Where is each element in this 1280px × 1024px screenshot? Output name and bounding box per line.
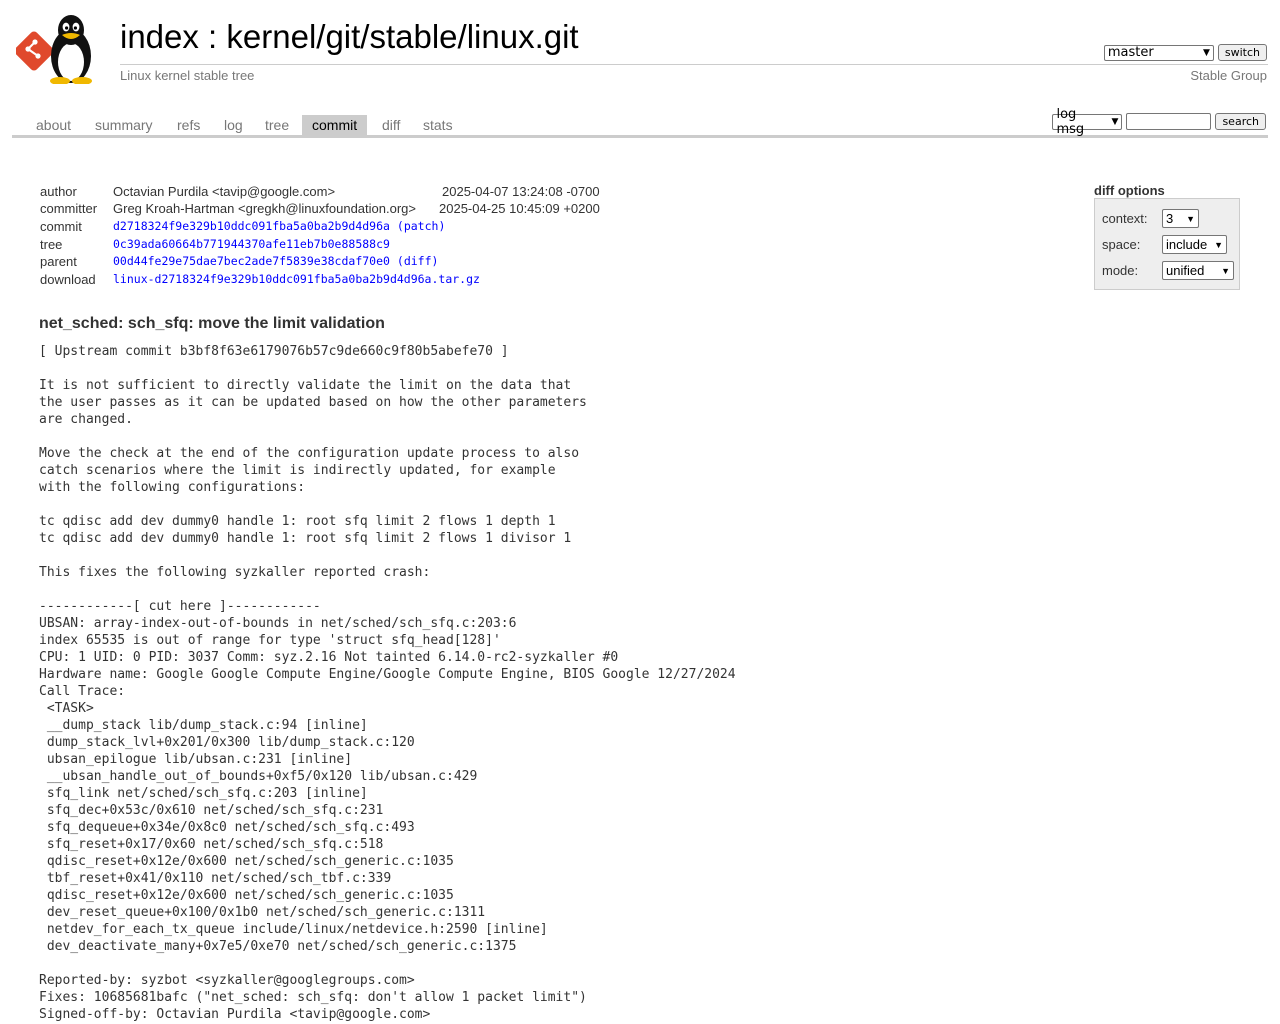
mode-select-value: unified	[1166, 263, 1205, 278]
space-label: space:	[1102, 237, 1141, 252]
tab-commit[interactable]: commit	[302, 115, 367, 135]
context-select[interactable]	[1162, 209, 1199, 228]
chevron-down-icon: ▼	[1111, 116, 1119, 127]
mode-select[interactable]	[1162, 261, 1234, 280]
branch-switch-form	[1104, 44, 1267, 61]
tab-about[interactable]: about	[36, 117, 72, 133]
tree-hash-link[interactable]: 0c39ada60664b771944370afe11eb7b0e88588c9	[113, 237, 390, 251]
commit-message-body: [ Upstream commit b3bf8f63e6179076b57c9de660c9f80b5abefe70 ] It is not sufficient to directly validate the limit on the data that the user passes as it can be updated based on how the other parameters are changed. Move the check at the end of the configuration update process to also catch scenarios where the limit is indirectly updated, for example with the following configurations: tc qdisc add dev dummy0 handle 1: root sfq limit 2 flows 1 depth 1 tc qdisc add dev dummy0 handle 1: root sfq limit 2 flows 1 divisor 1 This fixes the following syzkaller reported crash: ------------[ cut here ]------------ UBSAN: array-index-out-of-bounds in net/sched/sch_sfq.c:203:6 index 65535 is out of range for type 'struct sfq_head[128]' CPU: 1 UID: 0 PID: 3037 Comm: syz.2.16 Not tainted 6.14.0-rc2-syzkaller #0 Hardware name: Google Google Compute Engine/Google Compute Engine, BIOS Google 12/27/2024 Call Trace: <TASK> __dump_stack lib/dump_stack.c:94 [inline] dump_stack_lvl+0x201/0x300 lib/dump_stack.c:120 ubsan_epilogue lib/ubsan.c:231 [inline] __ubsan_handle_out_of_bounds+0xf5/0x120 lib/ubsan.c:429 sfq_link net/sched/sch_sfq.c:203 [inline] sfq_dec+0x53c/0x610 net/sched/sch_sfq.c:231 sfq_dequeue+0x34e/0x8c0 net/sched/sch_sfq.c:493 sfq_reset+0x17/0x60 net/sched/sch_sfq.c:518 qdisc_reset+0x12e/0x600 net/sched/sch_generic.c:1035 tbf_reset+0x41/0x110 net/sched/sch_tbf.c:339 qdisc_reset+0x12e/0x600 net/sched/sch_generic.c:1035 dev_reset_queue+0x100/0x1b0 net/sched/sch_generic.c:1311 netdev_for_each_tx_queue include/linux/netdevice.h:2590 [inline] dev_deactivate_many+0x7e5/0xe70 net/sched/sch_generic.c:1375 Reported-by: syzbot <syzkaller@googlegroups.com> Fixes: 10685681bafc ("net_sched: sch_sfq: don't allow 1 packet limit") Signed-off-by: Octavian Purdila <tavip@google.com>	[39, 344, 736, 1022]
tree-label: tree	[40, 237, 63, 252]
download-label: download	[40, 272, 96, 287]
mode-label: mode:	[1102, 263, 1139, 278]
parent-hash-link[interactable]: 00d44fe29e75dae7bec2ade7f5839e38cdaf70e0	[113, 254, 390, 268]
chevron-down-icon: ▼	[1202, 47, 1210, 58]
diff-options-title: diff options	[1094, 183, 1165, 198]
repo-link[interactable]: kernel/git/stable/linux.git	[226, 18, 579, 55]
repo-owner: Stable Group	[1190, 68, 1267, 83]
author-value: Octavian Purdila <tavip@google.com>	[113, 184, 336, 199]
tab-log[interactable]: log	[224, 117, 243, 133]
tab-diff[interactable]: diff	[382, 117, 401, 133]
tux-penguin-icon	[50, 15, 92, 84]
search-input[interactable]	[1126, 113, 1211, 130]
parent-label: parent	[40, 254, 77, 269]
author-date: 2025-04-07 13:24:08 -0700	[442, 184, 600, 199]
chevron-down-icon: ▼	[1186, 213, 1195, 224]
index-link[interactable]: index	[120, 18, 199, 55]
chevron-down-icon: ▼	[1214, 239, 1223, 250]
download-tarball-link[interactable]: linux-d2718324f9e329b10ddc091fba5a0ba2b9d4d96a.tar.gz	[113, 272, 480, 286]
tab-tree[interactable]: tree	[265, 117, 290, 133]
branch-select[interactable]	[1104, 45, 1214, 61]
context-select-value: 3	[1166, 211, 1174, 226]
patch-link[interactable]: patch	[403, 219, 439, 233]
space-select[interactable]	[1162, 235, 1227, 254]
diff-options-panel	[1094, 198, 1240, 290]
commit-label: commit	[40, 219, 82, 234]
committer-value: Greg Kroah-Hartman <gregkh@linuxfoundation.org>	[113, 201, 416, 216]
search-field-select[interactable]	[1052, 106, 1122, 137]
commit-hash-link[interactable]: d2718324f9e329b10ddc091fba5a0ba2b9d4d96a	[113, 219, 390, 233]
page-title	[120, 18, 579, 56]
committer-date: 2025-04-25 10:45:09 +0200	[439, 201, 600, 216]
title-separator: :	[198, 18, 227, 55]
commit-hash-cell: d2718324f9e329b10ddc091fba5a0ba2b9d4d96a (patch)	[113, 219, 446, 233]
space-select-value: include	[1166, 237, 1208, 252]
chevron-down-icon: ▼	[1221, 265, 1230, 276]
repo-description: Linux kernel stable tree	[120, 68, 255, 83]
tab-refs[interactable]: refs	[177, 117, 201, 133]
tab-stats[interactable]: stats	[423, 117, 453, 133]
cgit-tux-logo[interactable]	[16, 12, 108, 84]
author-label: author	[40, 184, 77, 199]
switch-button[interactable]: switch	[1218, 44, 1267, 61]
branch-select-value: master	[1107, 45, 1154, 60]
parent-diff-link[interactable]: diff	[403, 254, 432, 268]
header-divider	[120, 64, 1268, 65]
tab-summary[interactable]: summary	[95, 117, 153, 133]
committer-label: committer	[40, 201, 98, 216]
git-diamond-icon	[16, 30, 55, 72]
context-label: context:	[1102, 211, 1148, 226]
search-field-value: log msg	[1056, 106, 1085, 137]
commit-subject: net_sched: sch_sfq: move the limit validation	[39, 315, 385, 332]
search-button[interactable]: search	[1215, 113, 1266, 130]
search-form	[1052, 106, 1266, 137]
